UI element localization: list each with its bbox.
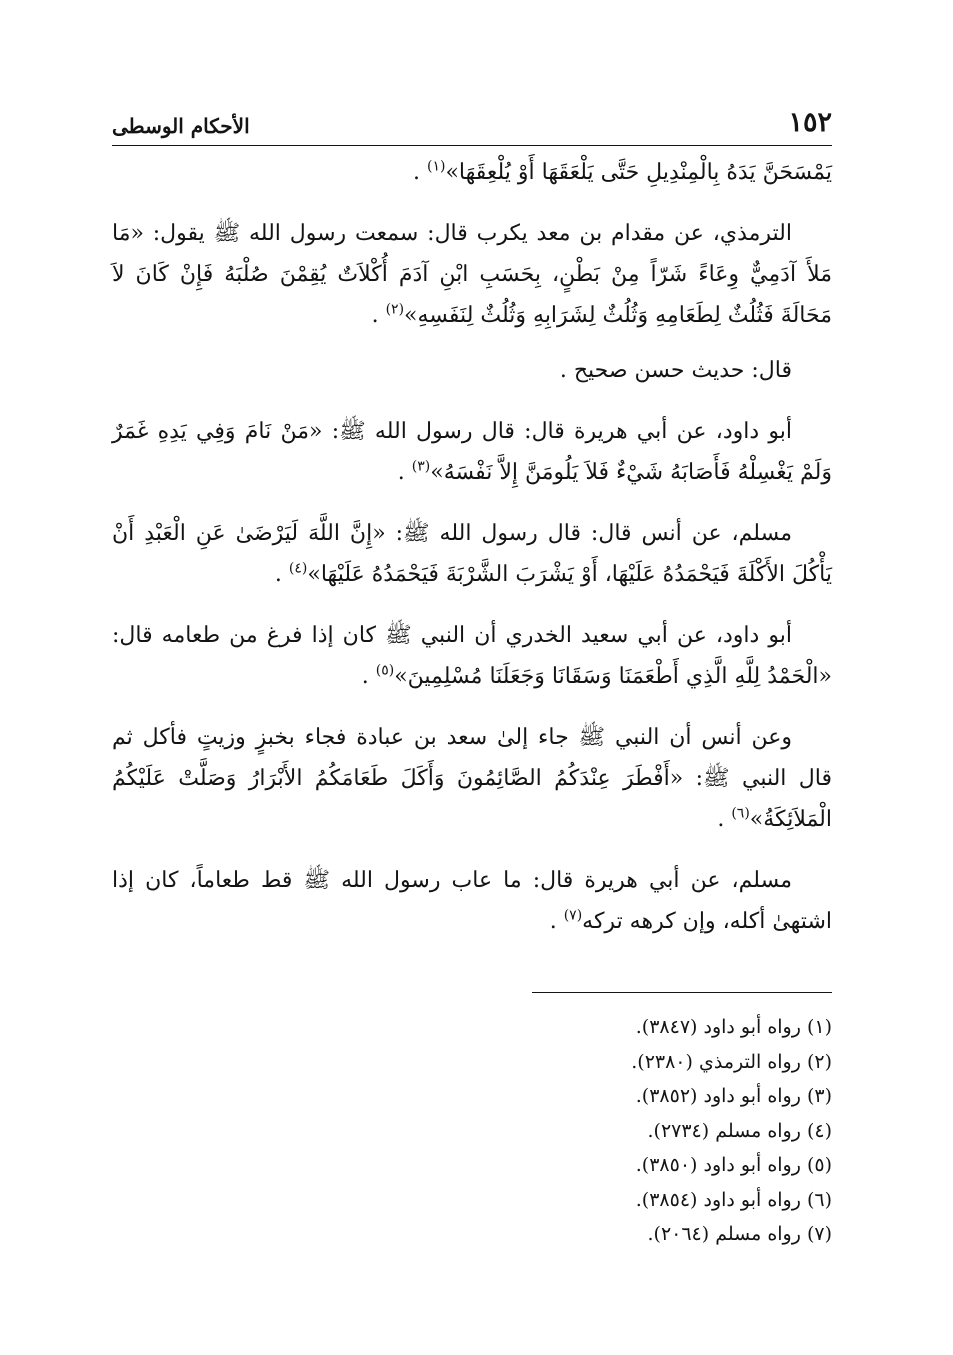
page-header bbox=[112, 96, 832, 136]
footnote-separator bbox=[532, 992, 832, 993]
footnote-marker: (٤) bbox=[288, 560, 308, 577]
footnote-marker: (٧) bbox=[563, 907, 583, 924]
page-number: ١٥٢ bbox=[788, 107, 832, 138]
paragraph: يَمْسَحَنَّ يَدَهُ بِالْمِنْدِيلِ حَتَّى يَلْعَقَهَا أَوْ يُلْعِقَهَا»$^{(١)}$ . bbox=[412, 158, 832, 185]
paragraph: أبو داود، عن أبي هريرة قال: قال رسول الله ﷺ: «مَنْ نَامَ وَفِي يَدِهِ غَمَرٌ وَلَمْ يَغْسِلْهُ فَأَصَابَهُ شَيْءٌ فَلاَ يَلُومَنَّ إِلاَّ نَفْسَهُ»$^{(٣)}$ . bbox=[112, 419, 832, 485]
footnote-item: (٢) رواه الترمذي (٢٣٨٠). bbox=[631, 1050, 832, 1073]
running-title: الأحكام الوسطى bbox=[112, 114, 250, 138]
paragraph: مسلم، عن أنس قال: قال رسول الله ﷺ: «إِنَّ اللَّهَ لَيَرْضَىٰ عَنِ الْعَبْدِ أَنْ يَأْكُلَ الأَكْلَةَ فَيَحْمَدُهُ عَلَيْهَا، أَوْ يَشْرَبَ الشَّرْبَةَ فَيَحْمَدُهُ عَلَيْهَا»$^{(٤)}$ . bbox=[112, 521, 832, 587]
footnote-marker: (٦) bbox=[731, 805, 750, 822]
paragraph: أبو داود، عن أبي سعيد الخدري أن النبي ﷺ كان إذا فرغ من طعامه قال: «الْحَمْدُ لِلَّهِ الَّذِي أَطْعَمَنَا وَسَقَانَا وَجَعَلَنَا مُسْلِمِينَ»$^{(٥)}$ . bbox=[112, 623, 832, 689]
footnote-item: (٦) رواه أبو داود (٣٨٥٤). bbox=[635, 1188, 832, 1211]
footnote-marker: (٣) bbox=[411, 458, 431, 475]
paragraph: قال: حديث حسن صحيح . bbox=[559, 358, 792, 383]
footnote-marker: (٥) bbox=[375, 662, 395, 679]
footnotes bbox=[412, 1010, 832, 1252]
paragraph: مسلم، عن أبي هريرة قال: ما عاب رسول الله ﷺ قط طعاماً، كان إذا اشتهىٰ أكله، وإن كرهه تركه$^{(٧)}$ . bbox=[112, 868, 832, 934]
footnote-item: (١) رواه أبو داود (٣٨٤٧). bbox=[635, 1016, 832, 1038]
footnote-item: (٧) رواه مسلم (٢٠٦٤). bbox=[647, 1223, 832, 1245]
footnote-marker: (٢) bbox=[385, 301, 405, 318]
footnote-item: (٥) رواه أبو داود (٣٨٥٠). bbox=[635, 1154, 832, 1176]
footnote-item: (٤) رواه مسلم (٢٧٣٤). bbox=[647, 1119, 832, 1142]
paragraph: الترمذي، عن مقدام بن معد يكرب قال: سمعت رسول الله ﷺ يقول: «مَا مَلأَ آدَمِيٌّ وِعَاءً شَرّاً مِنْ بَطْنٍ، بِحَسَبِ ابْنِ آدَمَ أُكْلاَتٌ يُقِمْنَ صُلْبَهُ فَإِنْ كَانَ لاَ مَحَالَةَ فَثُلُثٌ لِطَعَامِهِ وَثُلُثٌ لِشَرَابِهِ وَثُلُثٌ لِنَفَسِهِ»$^{(٢)}$ . bbox=[112, 221, 832, 328]
body-text bbox=[112, 152, 832, 942]
header-rule bbox=[112, 145, 832, 146]
paragraph: وعن أنس أن النبي ﷺ جاء إلىٰ سعد بن عبادة فجاء بخبزٍ وزيتٍ فأكل ثم قال النبي ﷺ: «أَفْطَرَ عِنْدَكُمُ الصَّائِمُونَ وَأَكَلَ طَعَامَكُمُ الأَبْرَارُ وَصَلَّتْ عَلَيْكُمُ الْمَلاَئِكَةُ»$^{(٦)}$ . bbox=[112, 725, 832, 832]
footnote-marker: (١) bbox=[426, 158, 446, 175]
footnote-item: (٣) رواه أبو داود (٣٨٥٢). bbox=[635, 1085, 832, 1107]
